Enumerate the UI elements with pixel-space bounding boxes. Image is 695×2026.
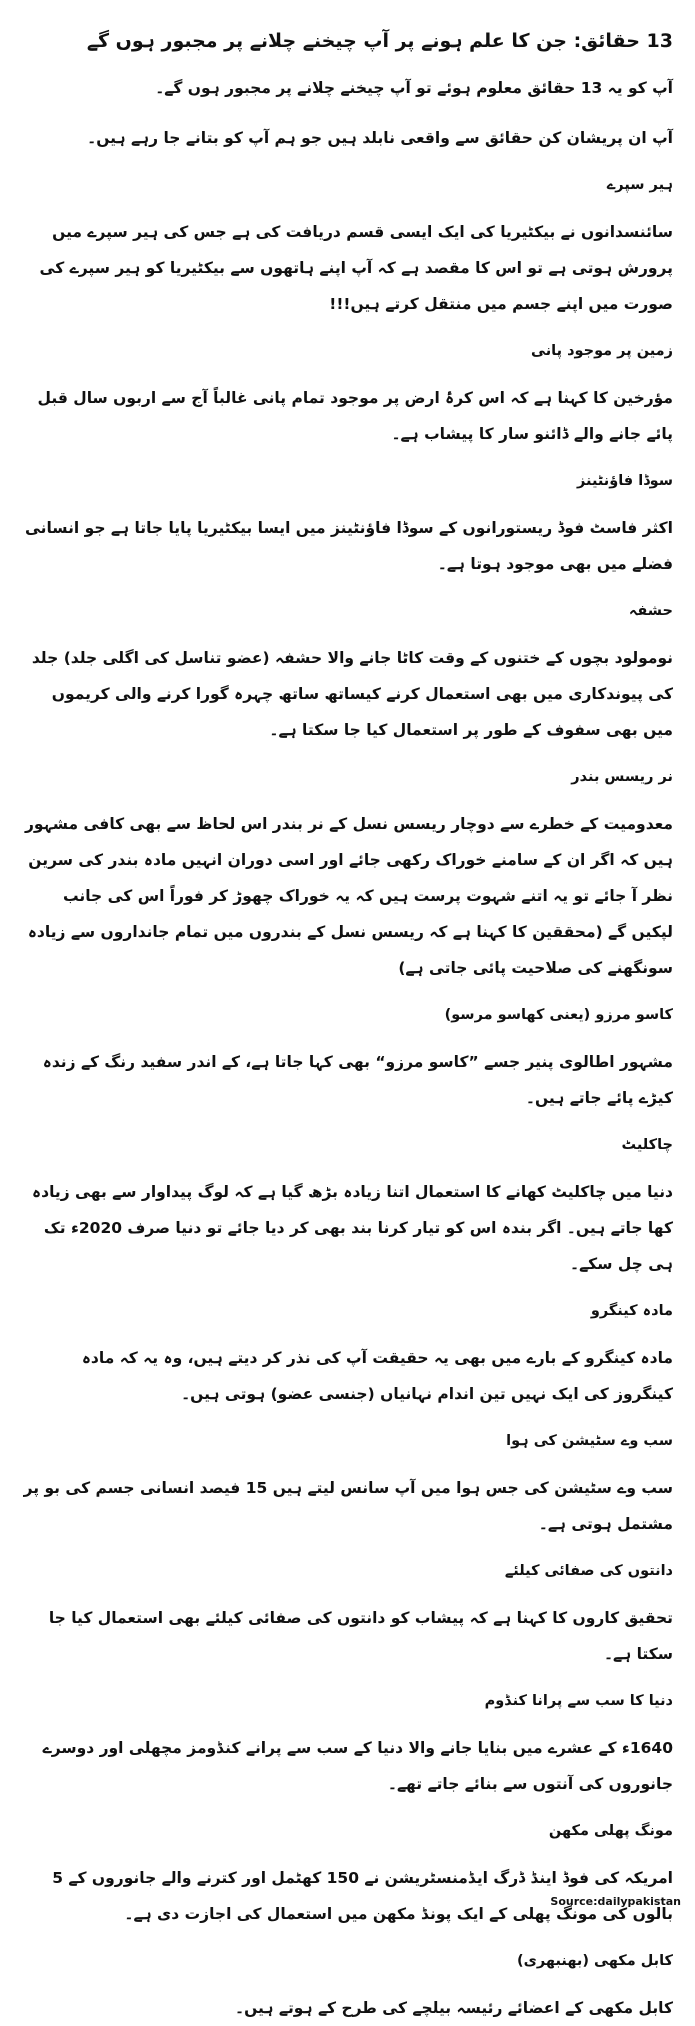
fact-text: تحقیق کاروں کا کہنا ہے کہ پیشاب کو دانتوں کی صفائی کیلئے بھی استعمال کیا جا سکتا ہے۔ — [48, 1609, 673, 1663]
fact-heading: دانتوں کی صفائی کیلئے — [504, 1563, 673, 1579]
fact-text: مؤرخین کا کہنا ہے کہ اس کرۂ ارض پر موجود تمام پانی غالباً آج سے اربوں سال قبل پائے جانے والے ڈائنو سار کا پیشاب ہے۔ — [37, 389, 673, 443]
fact-text: مشہور اطالوی پنیر جسے ”کاسو مرزو“ بھی کہا جاتا ہے، کے اندر سفید رنگ کے زندہ کیڑے پائے جاتے ہیں۔ — [42, 1053, 673, 1107]
fact-heading: سب وے سٹیشن کی ہوا — [506, 1433, 673, 1449]
fact-text: مادہ کینگرو کے بارے میں بھی یہ حقیقت آپ کی نذر کر دیتے ہیں، وہ یہ کہ مادہ کینگروز کی ایک نہیں تین اندام نہانیاں (جنسی عضو) ہوتی ہیں۔ — [81, 1349, 673, 1403]
fact-text: سائنسدانوں نے بیکٹیریا کی ایک ایسی قسم دریافت کی ہے جس کی ہیر سپرے میں پرورش ہوتی ہے تو اس کا مقصد ہے کہ آپ اپنے ہاتھوں سے بیکٹیریا کو ہیر سپرے کی صورت میں اپنے جسم میں منتقل کرتے ہیں!!! — [39, 223, 673, 313]
intro-line: آپ ان پریشان کن حقائق سے واقعی نابلد ہیں جو ہم آپ کو بتانے جا رہے ہیں۔ — [87, 129, 673, 147]
fact-heading: دنیا کا سب سے پرانا کنڈوم — [484, 1693, 673, 1709]
fact-text: کابل مکھی کے اعضائے رئیسہ بیلچے کی طرح کے ہوتے ہیں۔ — [235, 1999, 673, 2017]
fact-heading: ہیر سپرے — [606, 177, 673, 193]
article-title: 13 حقائق: جن کا علم ہونے پر آپ چیخنے چلانے پر مجبور ہوں گے — [86, 30, 673, 52]
fact-text: 1640ء کے عشرے میں بنایا جانے والا دنیا کے سب سے پرانے کنڈومز مچھلی اور دوسرے جانوروں کی آنتوں سے بنائے جاتے تھے۔ — [42, 1739, 673, 1793]
fact-text: نومولود بچوں کے ختنوں کے وقت کاٹا جانے والا حشفہ (عضو تناسل کی اگلی جلد) جلد کی پیوندکاری میں بھی استعمال کرنے کیساتھ ساتھ چہرہ گورا کرنے والی کریموں میں بھی سفوف کے طور پر استعمال کیا جا سکتا ہے۔ — [31, 649, 673, 739]
fact-text: سب وے سٹیشن کی جس ہوا میں آپ سانس لیتے ہیں 15 فیصد انسانی جسم کی بو پر مشتمل ہوتی ہے۔ — [23, 1479, 673, 1533]
fact-heading: حشفہ — [628, 603, 673, 619]
fact-text: امریکہ کی فوڈ اینڈ ڈرگ ایڈمنسٹریشن نے 150 کھٹمل اور کترنے والے جانوروں کے 5 بالوں کی مونگ پھلی کے ایک پونڈ مکھن میں استعمال کی اجازت دی ہے۔ — [52, 1869, 673, 1923]
intro-line: آپ کو یہ 13 حقائق معلوم ہوئے تو آپ چیخنے چلانے پر مجبور ہوں گے۔ — [155, 79, 673, 97]
fact-heading: چاکلیٹ — [621, 1137, 673, 1153]
source-credit: Source:dailypakistan — [550, 1895, 681, 1908]
fact-text: دنیا میں چاکلیٹ کھانے کا استعمال اتنا زیادہ بڑھ گیا ہے کہ لوگ پیداوار سے بھی زیادہ کھا جاتے ہیں۔ اگر بندہ اس کو تیار کرنا بند بھی کر دیا جائے تو دنیا صرف 2020ء تک ہی چل سکے۔ — [32, 1183, 673, 1273]
fact-text: اکثر فاسٹ فوڈ ریستورانوں کے سوڈا فاؤنٹینز میں ایسا بیکٹیریا پایا جاتا ہے جو انسانی فضلے میں بھی موجود ہوتا ہے۔ — [24, 519, 673, 573]
fact-heading: کابل مکھی (بھنبھری) — [516, 1953, 673, 1969]
fact-heading: زمین پر موجود پانی — [531, 343, 673, 359]
fact-text: معدومیت کے خطرے سے دوچار ریسس نسل کے نر بندر اس لحاظ سے بھی کافی مشہور ہیں کہ اگر ان کے سامنے خوراک رکھی جائے اور اسی دوران انہیں مادہ بندر کی سرین نظر آ جائے تو یہ اتنے شہوت پرست ہیں کہ یہ خوراک چھوڑ کر فوراً اس کی جانب لپکیں گے (محققین کا کہنا ہے کہ ریسس نسل کے بندروں میں تمام جانداروں سے زیادہ سونگھنے کی صلاحیت پائی جاتی ہے) — [25, 815, 673, 977]
fact-heading: مونگ پھلی مکھن — [548, 1823, 673, 1839]
fact-heading: مادہ کینگرو — [590, 1303, 673, 1319]
fact-heading: کاسو مرزو (یعنی کھاسو مرسو) — [444, 1007, 673, 1023]
fact-heading: سوڈا فاؤنٹینز — [577, 473, 673, 489]
fact-heading: نر ریسس بندر — [571, 769, 673, 785]
